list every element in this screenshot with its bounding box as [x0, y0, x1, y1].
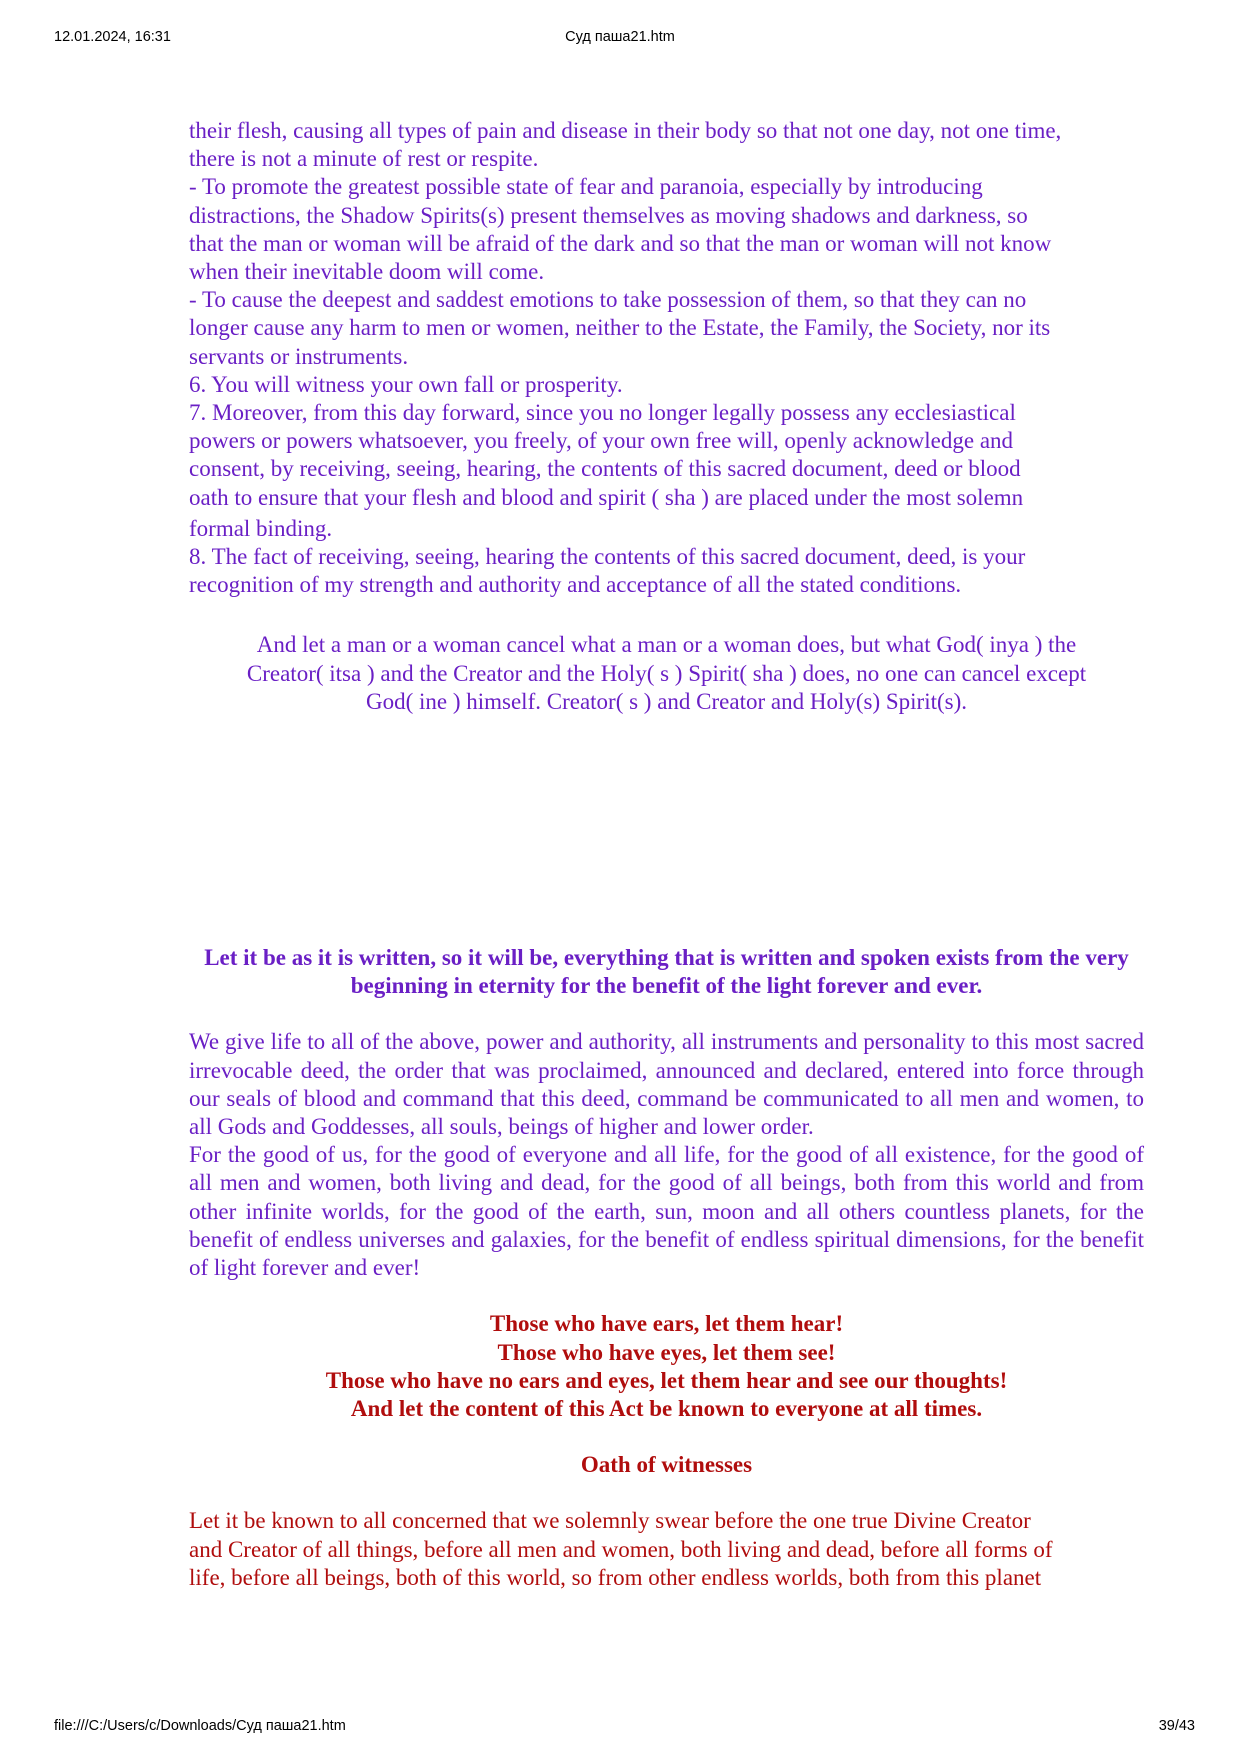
print-document-title: Суд паша21.htm: [565, 29, 675, 45]
we-give-life-paragraph: We give life to all of the above, power and authority, all instruments and personality to this most sacred irrevocable deed, the order that was proclaimed, announced and declared, entered into force through our seals of blood and command that this deed, command be communicated to all men and women, to all Gods and Goddesses, all souls, beings of higher and lower order.: [189, 1029, 1144, 1140]
proclamation-line: Those who have eyes, let them see!: [497, 1339, 836, 1365]
text-line: longer cause any harm to men or women, neither to the Estate, the Family, the Society, nor its: [189, 315, 1051, 341]
text-line: 8. The fact of receiving, seeing, hearing the contents of this sacred document, deed, is your: [189, 544, 1026, 570]
print-header: [0, 29, 1240, 49]
text-line: formal binding.: [189, 515, 333, 541]
oath-heading: Oath of witnesses: [580, 1452, 753, 1478]
print-file-url: file:///C:/Users/c/Downloads/Суд паша21.htm: [54, 1718, 346, 1734]
text-line: there is not a minute of rest or respite.: [189, 146, 539, 172]
text-line: their flesh, causing all types of pain and disease in their body so that not one day, not one time,: [189, 118, 1062, 143]
proclamation-line: Those who have no ears and eyes, let them hear and see our thoughts!: [325, 1367, 1008, 1393]
text-line: recognition of my strength and authority and acceptance of all the stated conditions.: [189, 572, 962, 598]
intro-paragraphs: [189, 117, 1144, 599]
text-line: - To cause the deepest and saddest emotions to take possession of them, so that they can no: [189, 287, 1027, 313]
text-line: Creator( itsa ) and the Creator and the Holy( s ) Spirit( sha ) does, no one can cancel except: [246, 660, 1087, 686]
text-line: God( ine ) himself. Creator( s ) and Creator and Holy(s) Spirit(s).: [365, 688, 968, 714]
proclamation: [189, 1310, 1144, 1423]
text-line: and Creator of all things, before all men and women, both living and dead, before all forms of: [189, 1536, 1053, 1562]
text-line: life, before all beings, both of this world, so from other endless worlds, both from this planet: [189, 1564, 1042, 1590]
oath-paragraph: [189, 1507, 1144, 1592]
proclamation-line: And let the content of this Act be known to everyone at all times.: [350, 1395, 983, 1421]
cancel-paragraph: [189, 631, 1144, 716]
let-it-be-statement: Let it be as it is written, so it will be, everything that is written and spoken exists from the very beginning in eternity for the benefit of the light forever and ever.: [204, 945, 1129, 999]
for-the-good-paragraph: For the good of us, for the good of everyone and all life, for the good of all existence, for the good of all men and women, both living and dead, for the good of all beings, both from this world and from other infinite worlds, for the good of the earth, sun, moon and all others countless planets, for the benefit of endless universes and galaxies, for the benefit of endless spiritual dimensions, for the benefit of light forever and ever!: [189, 1142, 1144, 1281]
print-datetime: 12.01.2024, 16:31: [54, 29, 171, 45]
text-line: Let it be known to all concerned that we solemnly swear before the one true Divine Creator: [189, 1508, 1031, 1534]
text-line: - To promote the greatest possible state of fear and paranoia, especially by introducing: [189, 174, 983, 200]
text-line: distractions, the Shadow Spirits(s) present themselves as moving shadows and darkness, so: [189, 202, 1028, 228]
text-line: servants or instruments.: [189, 343, 409, 369]
text-line: that the man or woman will be afraid of the dark and so that the man or woman will not know: [189, 230, 1052, 256]
document-body: [189, 117, 1144, 1592]
text-line: 7. Moreover, from this day forward, since you no longer legally possess any ecclesiastical: [189, 400, 1016, 426]
proclamation-line: Those who have ears, let them hear!: [489, 1311, 844, 1337]
text-line: powers or powers whatsoever, you freely, of your own free will, openly acknowledge and: [189, 428, 1014, 454]
text-line: oath to ensure that your flesh and blood and spirit ( sha ) are placed under the most solemn: [189, 484, 1024, 510]
text-line: And let a man or a woman cancel what a man or a woman does, but what God( inya ) the: [256, 632, 1077, 658]
print-page-number: 39/43: [1158, 1718, 1195, 1734]
text-line: consent, by receiving, seeing, hearing, the contents of this sacred document, deed or blood: [189, 456, 1021, 482]
text-line: when their inevitable doom will come.: [189, 259, 545, 285]
print-footer: [0, 1718, 1240, 1738]
text-line: 6. You will witness your own fall or prosperity.: [189, 371, 623, 397]
